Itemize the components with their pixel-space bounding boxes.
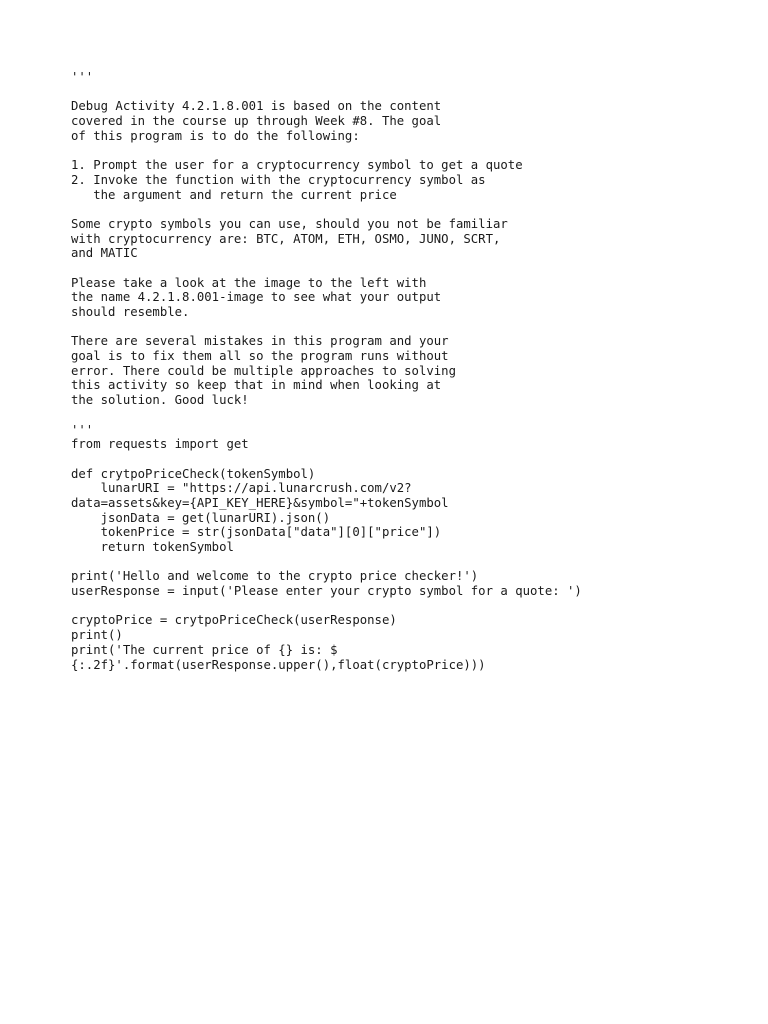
text-line: Some crypto symbols you can use, should you not be familiar [71, 216, 508, 231]
text-line: Debug Activity 4.2.1.8.001 is based on the content [71, 99, 442, 114]
blank-line [71, 261, 748, 276]
code-line: lunarURI = "https://api.lunarcrush.com/v2? [71, 481, 412, 496]
blank-line [71, 408, 748, 423]
code-line: from requests import get [71, 437, 249, 452]
code-line: print() [71, 628, 123, 643]
code-line: def crytpoPriceCheck(tokenSymbol) [71, 466, 316, 481]
document-body [71, 70, 748, 672]
blank-line [71, 555, 748, 570]
text-line: of this program is to do the following: [71, 128, 360, 143]
text-line: the solution. Good luck! [71, 393, 249, 408]
docstring-open: ''' [71, 70, 94, 84]
code-line: userResponse = input('Please enter your crypto symbol for a quote: ') [71, 584, 582, 599]
text-line: and MATIC [71, 246, 138, 261]
text-line: this activity so keep that in mind when looking at [71, 378, 442, 393]
text-line: goal is to fix them all so the program runs without [71, 349, 449, 364]
text-line: covered in the course up through Week #8. The goal [71, 114, 442, 129]
code-line: {:.2f}'.format(userResponse.upper(),float(cryptoPrice))) [71, 657, 486, 672]
blank-line [71, 599, 748, 614]
text-line: with cryptocurrency are: BTC, ATOM, ETH, OSMO, JUNO, SCRT, [71, 231, 501, 246]
docstring-close: ''' [71, 422, 94, 437]
text-line: the name 4.2.1.8.001-image to see what your output [71, 290, 442, 305]
text-line: should resemble. [71, 305, 190, 319]
blank-line [71, 143, 748, 158]
text-line: 1. Prompt the user for a cryptocurrency symbol to get a quote [71, 158, 523, 173]
text-line: the argument and return the current price [71, 187, 397, 202]
blank-line [71, 320, 748, 335]
blank-line [71, 85, 748, 100]
blank-line [71, 202, 748, 217]
code-line: cryptoPrice = crytpoPriceCheck(userResponse) [71, 613, 397, 628]
code-line: print('Hello and welcome to the crypto price checker!') [71, 569, 479, 584]
blank-line [71, 452, 748, 467]
code-line: print('The current price of {} is: $ [71, 642, 338, 657]
code-line: data=assets&key={API_KEY_HERE}&symbol="+tokenSymbol [71, 495, 449, 510]
code-line: jsonData = get(lunarURI).json() [71, 510, 331, 525]
code-line: return tokenSymbol [71, 540, 234, 554]
text-line: 2. Invoke the function with the cryptocurrency symbol as [71, 172, 486, 187]
text-line: error. There could be multiple approaches to solving [71, 363, 456, 378]
text-line: There are several mistakes in this program and your [71, 334, 449, 349]
text-line: Please take a look at the image to the left with [71, 275, 427, 290]
code-line: tokenPrice = str(jsonData["data"][0]["price"]) [71, 525, 442, 540]
